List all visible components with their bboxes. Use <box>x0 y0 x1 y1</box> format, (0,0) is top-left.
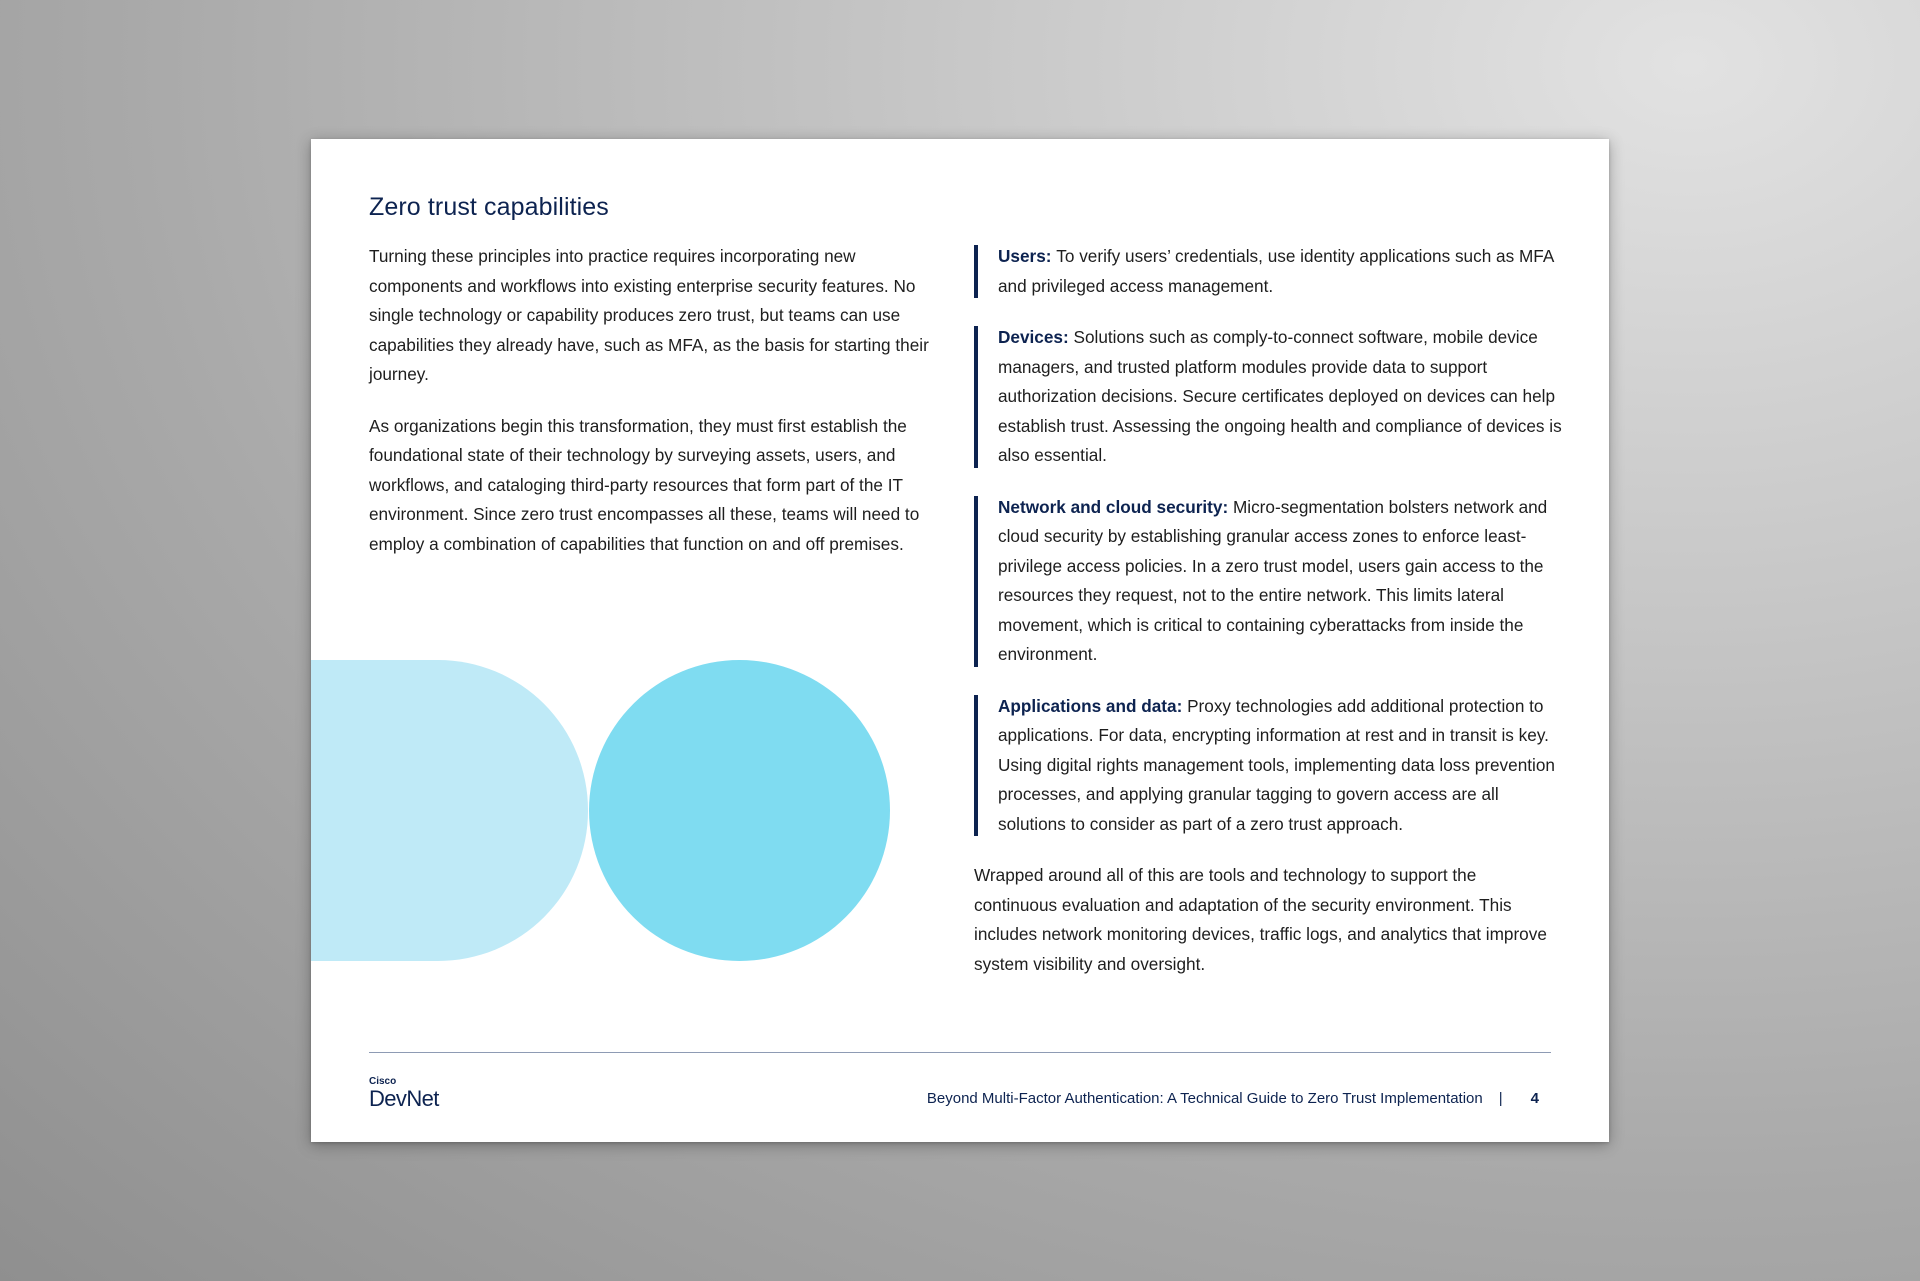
page-number: 4 <box>1530 1090 1539 1107</box>
decorative-circle-shape <box>589 660 890 961</box>
capability-network-cloud <box>974 493 1562 670</box>
logo-devnet-text: DevNet <box>369 1086 439 1111</box>
capability-term: Applications and data: <box>998 695 1188 716</box>
capability-users <box>974 242 1562 301</box>
capability-term: Users: <box>998 246 1057 266</box>
footer-divider <box>369 1052 1551 1053</box>
capability-devices <box>974 323 1562 471</box>
logo-cisco-text: Cisco <box>369 1076 397 1087</box>
page-title: Zero trust capabilities <box>369 193 609 221</box>
accent-bar <box>974 695 978 837</box>
intro-paragraph-2: As organizations begin this transformation, they must first establish the foundational state of their technology by surveying assets, users, and workflows, and cataloging third-party resources that form part of the IT environment. Since zero trust encompasses all these, teams will need to employ a combination of capabilities that function on and off premises. <box>369 415 920 554</box>
capability-description: Solutions such as comply-to-connect software, mobile device managers, and trusted platform modules provide data to support authorization decisions. Secure certificates deployed on devices can help establish trust. Assessing the ongoing health and compliance of devices is also essential. <box>998 327 1562 465</box>
closing-paragraph: Wrapped around all of this are tools and technology to support the continuous evaluation and adaptation of the security environment. This includes network monitoring devices, traffic logs, and analytics that improve system visibility and oversight. <box>974 865 1547 974</box>
footer-document-title: Beyond Multi-Factor Authentication: A Technical Guide to Zero Trust Implementation <box>926 1090 1483 1107</box>
capability-term: Devices: <box>998 327 1074 347</box>
cisco-devnet-logo <box>369 1076 439 1111</box>
capability-description: Proxy technologies add additional protection to applications. For data, encrypting information at rest and in transit is key. Using digital rights management tools, implementing data loss prevention processes, and applying granular tagging to govern access are all solutions to consider as part of a zero trust approach. <box>998 695 1555 834</box>
accent-bar <box>974 245 978 298</box>
running-footer <box>927 1090 1539 1107</box>
footer-separator: | <box>1498 1090 1503 1107</box>
capability-term: Network and cloud security: <box>998 496 1233 517</box>
intro-paragraph-1: Turning these principles into practice requires incorporating new components and workflows into existing enterprise security features. No single technology or capability produces zero trust, but teams can use capabilities they already have, such as MFA, as the basis for starting their journey. <box>369 246 929 384</box>
capability-description: Micro-segmentation bolsters network and cloud security by establishing granular access zones to enforce least-privilege access policies. In a zero trust model, users gain access to the resources they request, not to the entire network. This limits lateral movement, which is critical to containing cyberattacks from inside the environment. <box>998 496 1548 664</box>
capability-applications-data <box>974 692 1562 840</box>
document-page <box>311 139 1609 1142</box>
capabilities-column <box>974 242 1562 979</box>
accent-bar <box>974 496 978 667</box>
accent-bar <box>974 326 978 468</box>
decorative-pill-shape <box>311 660 588 961</box>
intro-column <box>369 242 943 581</box>
capability-description: To verify users’ credentials, use identity applications such as MFA and privileged access management. <box>998 246 1554 296</box>
